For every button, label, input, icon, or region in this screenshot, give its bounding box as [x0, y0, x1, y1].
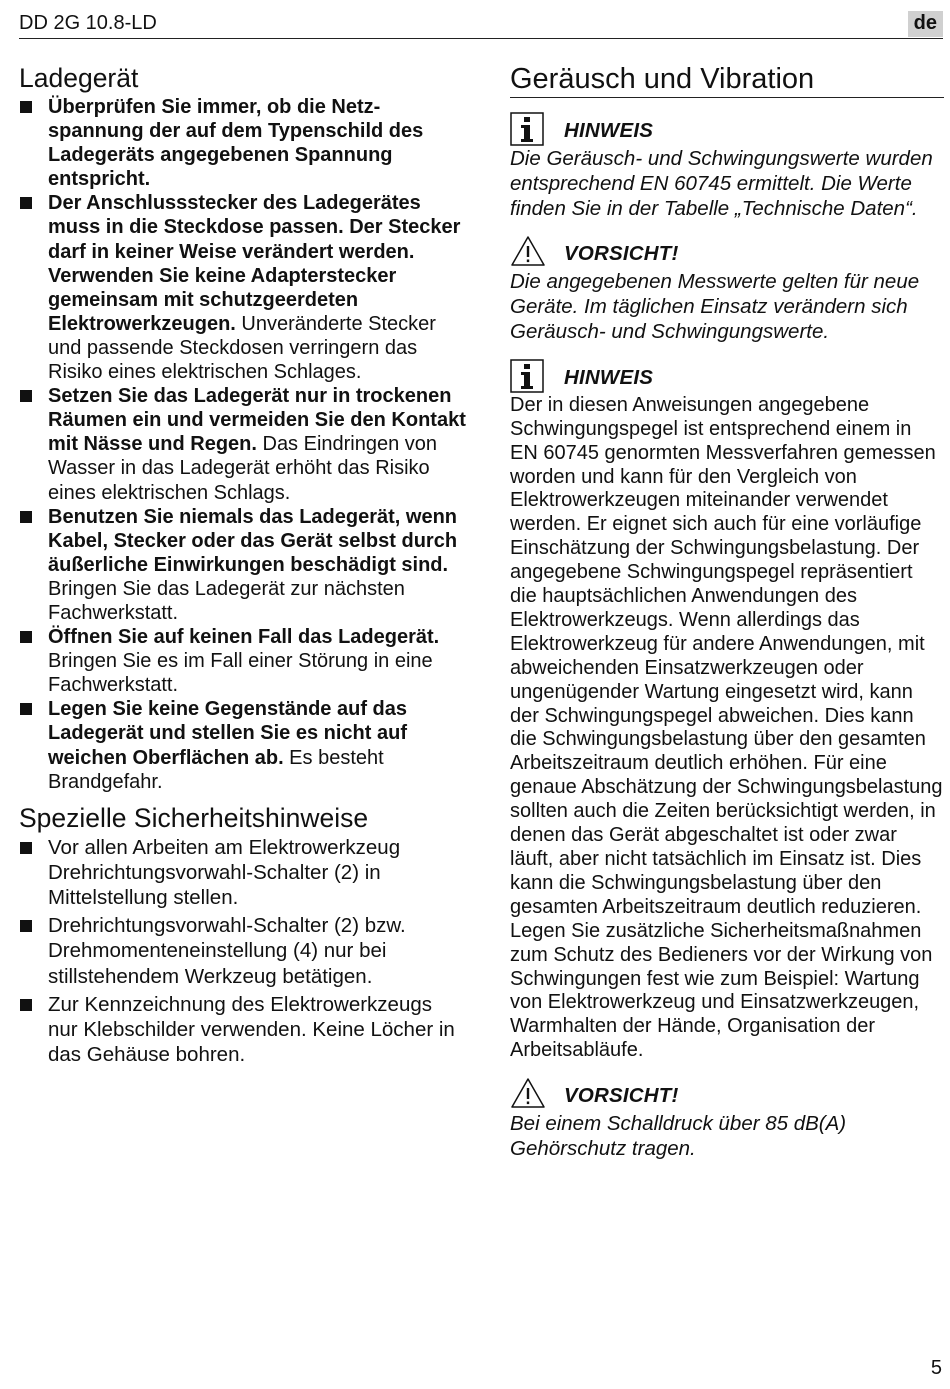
bullet-square-icon: [20, 197, 32, 209]
page-header: [19, 8, 943, 39]
language-badge: de: [908, 11, 943, 37]
model-name: DD 2G 10.8-LD: [19, 12, 157, 34]
info-icon: [510, 112, 544, 151]
note-block: [510, 358, 944, 1063]
note-label: VORSICHT!: [564, 242, 679, 266]
list-item: Vor allen Arbeiten am Elektrowerkzeug Drehrichtungsvorwahl-Schalter (2) in Mittelstellung stellen.: [19, 835, 467, 911]
charger-safety-list: [19, 95, 467, 794]
note-block: [510, 111, 944, 221]
bullet-square-icon: [20, 390, 32, 402]
list-item: Legen Sie keine Gegenstände auf das Ladegerät und stellen Sie es nicht auf weichen Oberflächen ab. Es besteht Brandgefahr.: [19, 697, 467, 793]
bullet-square-icon: [20, 703, 32, 715]
note-label: VORSICHT!: [564, 1084, 679, 1108]
bullet-square-icon: [20, 101, 32, 113]
bullet-square-icon: [20, 920, 32, 932]
page-number: 5: [930, 1357, 942, 1379]
note-label: HINWEIS: [564, 119, 654, 142]
list-item: Der Anschlussstecker des Ladegerätes muss in die Steckdose passen. Der Stecker darf in keiner Weise verändert werden. Verwenden Sie keine Adapterstecker gemeinsam mit schutzgeerdeten Elektrowerkzeugen. Unveränderte Stecker und passende Steckdosen verringern das Risiko eines elektrischen Schlages.: [19, 191, 467, 384]
special-safety-list: [19, 835, 467, 1068]
bullet-square-icon: [20, 511, 32, 523]
note-text: Der in diesen Anweisungen angegebene Schwingungspegel ist entsprechend einem in EN 60745 genormten Messverfahren gemessen worden und kann für den Vergleich von Elektrowerkzeugen miteinander verwendet werden. Er eignet sich auch für eine vorläufige Einschätzung der Schwingungsbelastung. Der angegebene Schwingungspegel repräsentiert die hauptsächlichen Anwendungen des Elektrowerkzeugs. Wenn allerdings das Elektrowerkzeug für andere Anwendungen, mit abweichenden Einsatzwerkzeugen oder ungenügender Wartung eingesetzt wird, kann der Schwingungspegel abweichen. Dies kann die Schwingungsbelastung über den gesamten Arbeitszeitraum deutlich erhöhen. Für eine genaue Abschätzung der Schwingungsbelastung sollten auch die Zeiten berücksichtigt werden, in denen das Gerät abgeschaltet ist oder zwar läuft, aber nicht tatsächlich im Einsatz ist. Dies kann die Schwingungsbelastung über den gesamten Arbeitszeitraum deutlich reduzieren. Legen Sie zusätzliche Sicherheitsmaßnahmen zum Schutz des Bedieners vor der Wirkung von Schwingungen fest wie zum Beispiel: Wartung von Elektrowerkzeug und Einsatzwerkzeugen, Warmhalten der Hände, Organisation der Arbeitsabläufe.: [510, 393, 943, 1062]
note-text: Bei einem Schalldruck über 85 dB(A) Gehörschutz tragen.: [510, 1112, 847, 1160]
left-column: [19, 62, 467, 1070]
section-title-noise-vibration: Geräusch und Vibration: [510, 62, 944, 98]
section-title-special-safety: Spezielle Sicherheitshinweise: [19, 802, 369, 833]
list-item: Drehrichtungsvorwahl-Schalter (2) bzw. Drehmomenteneinstellung (4) nur bei stillstehendem Werkzeug betätigen.: [19, 913, 467, 989]
list-item: Öffnen Sie auf keinen Fall das Ladegerät. Bringen Sie es im Fall einer Störung in eine Fachwerkstatt.: [19, 625, 467, 697]
section-title-charger: Ladegerät: [19, 63, 139, 93]
info-icon: [510, 359, 544, 398]
note-text: Die angegebenen Messwerte gelten für neue Geräte. Im täglichen Einsatz verändern sich Geräusch- und Schwingungswerte.: [510, 270, 920, 343]
list-item: Benutzen Sie niemals das Ladegerät, wenn Kabel, Stecker oder das Gerät selbst durch äußerliche Einwirkungen beschädigt sind. Bringen Sie das Ladegerät zur nächsten Fachwerkstatt.: [19, 505, 467, 625]
list-item: Zur Kennzeichnung des Elektrowerkzeugs nur Klebschilder verwenden. Keine Löcher in das Gehäuse bohren.: [19, 992, 467, 1068]
right-column: [510, 62, 944, 1175]
caution-block: [510, 234, 944, 344]
caution-block: [510, 1076, 944, 1162]
bullet-square-icon: [20, 631, 32, 643]
list-item: Setzen Sie das Ladegerät nur in trockenen Räumen ein und vermeiden Sie den Kontakt mit Nässe und Regen. Das Eindringen von Wasser in das Ladegerät erhöht das Risiko eines elektrischen Schlags.: [19, 384, 467, 504]
bullet-square-icon: [20, 999, 32, 1011]
list-item: Überprüfen Sie immer, ob die Netzspannung der auf dem Typenschild des Ladegeräts angegebenen Spannung entspricht.: [19, 95, 467, 191]
warning-icon: [510, 235, 546, 272]
bullet-square-icon: [20, 842, 32, 854]
warning-icon: [510, 1077, 546, 1114]
note-label: HINWEIS: [564, 365, 654, 389]
note-text: Die Geräusch- und Schwingungswerte wurden entsprechend EN 60745 ermittelt. Die Werte finden Sie in der Tabelle „Technische Daten“.: [510, 147, 933, 220]
